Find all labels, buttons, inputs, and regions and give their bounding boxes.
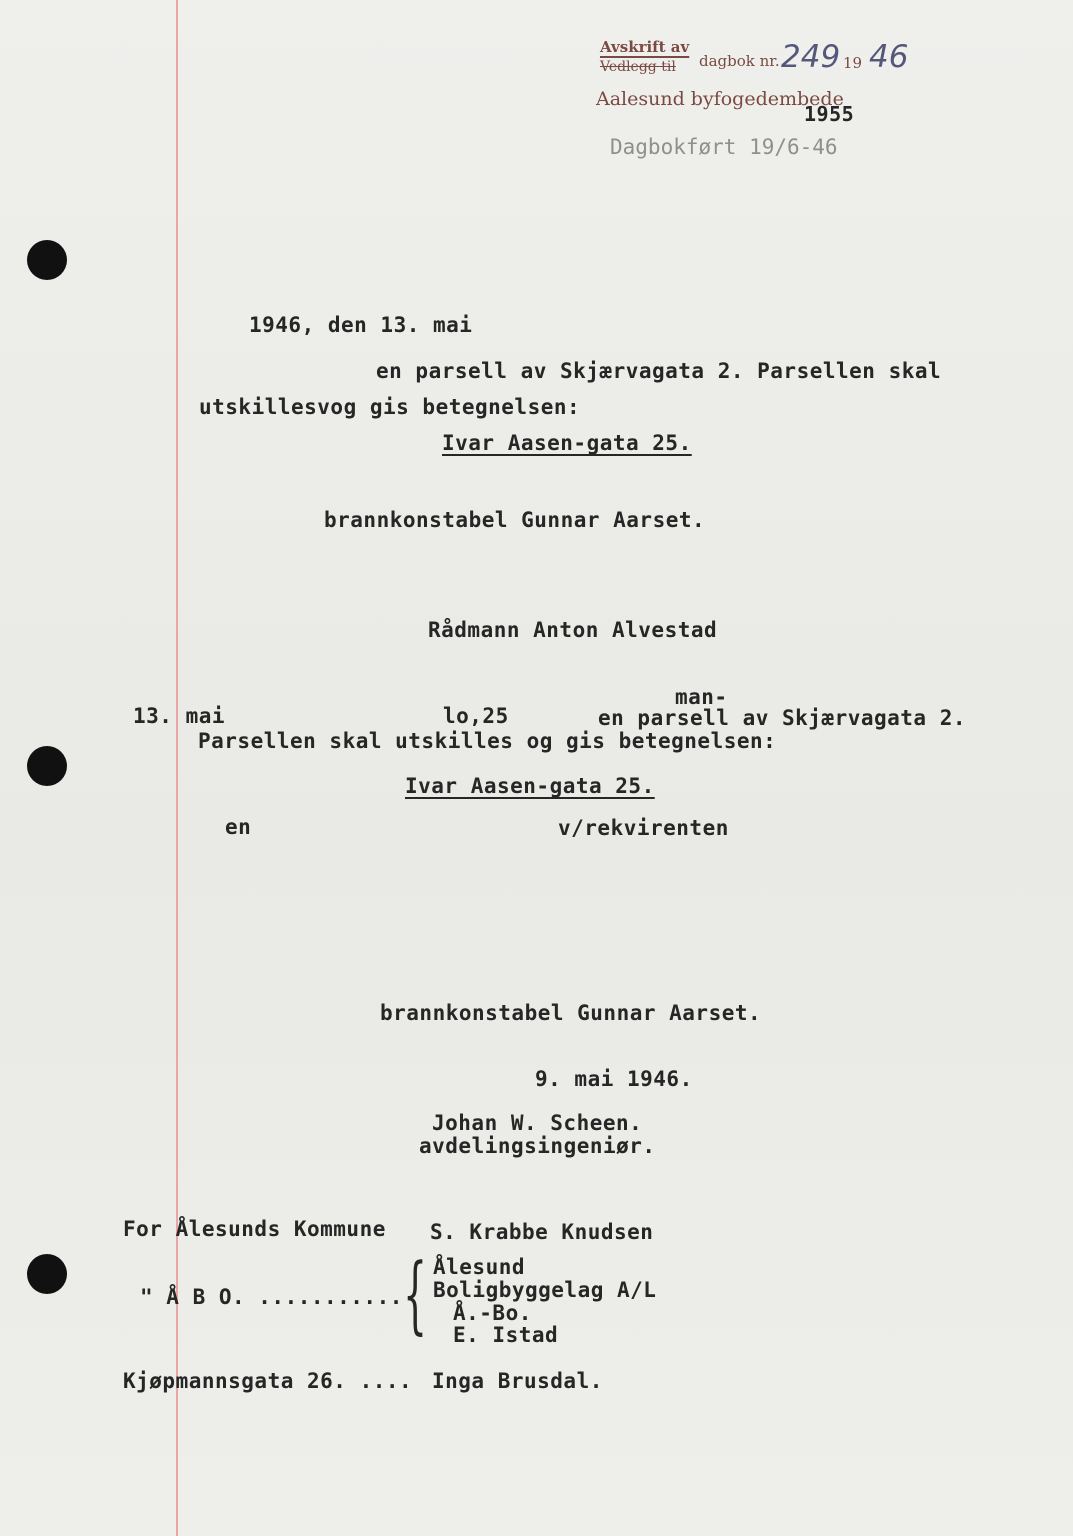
stamp-year: 1955	[804, 102, 855, 126]
sig-row3-right: Inga Brusdal.	[432, 1369, 603, 1393]
body-line-3: utskillesvog gis betegnelsen:	[199, 395, 581, 419]
body-line-8a: 13. mai	[133, 704, 226, 728]
body-line-8b: lo,25	[443, 704, 509, 728]
body-line-11b: v/rekvirenten	[558, 816, 729, 840]
sig-row2-right-1: Ålesund	[433, 1255, 526, 1279]
sig-row2-right-4: E. Istad	[453, 1323, 559, 1347]
body-address-1: Ivar Aasen-gata 25.	[442, 431, 692, 455]
stamp-dagbok-label: dagbok nr.	[699, 52, 780, 70]
body-line-15: avdelingsingeniør.	[419, 1134, 656, 1158]
body-line-7: man-	[675, 685, 728, 709]
punch-hole-middle	[27, 746, 67, 786]
dagbok-year: 46	[869, 39, 909, 75]
brace-glyph: {	[403, 1245, 428, 1343]
punch-hole-bottom	[27, 1254, 67, 1294]
body-line-12: brannkonstabel Gunnar Aarset.	[380, 1001, 762, 1025]
body-line-13: 9. mai 1946.	[535, 1067, 693, 1091]
stamp-vedlegg: Vedlegg til	[600, 59, 676, 75]
body-address-2: Ivar Aasen-gata 25.	[405, 774, 655, 798]
body-line-14: Johan W. Scheen.	[432, 1111, 643, 1135]
sig-row1-right: S. Krabbe Knudsen	[430, 1220, 654, 1244]
body-line-8c: en parsell av Skjærvagata 2.	[598, 706, 967, 730]
body-date: 1946, den 13. mai	[249, 313, 473, 337]
sig-row1-left: For Ålesunds Kommune	[123, 1217, 386, 1241]
stamp-year-prefix: 19	[843, 54, 863, 72]
stamp-avskrift: Avskrift av	[600, 38, 690, 56]
sig-row2-right-2: Boligbyggelag A/L	[433, 1278, 657, 1302]
body-line-5: brannkonstabel Gunnar Aarset.	[324, 508, 706, 532]
sig-row2-right-3: Å.-Bo.	[453, 1301, 532, 1325]
stamp-office: Aalesund byfogedembede	[596, 88, 844, 110]
dagbok-number: 249	[781, 39, 841, 75]
dagbokfort-line: Dagbokført 19/6-46	[610, 135, 838, 159]
sig-row3-left: Kjøpmannsgata 26. ....	[123, 1369, 413, 1393]
body-line-9: Parsellen skal utskilles og gis betegnelsen:	[198, 729, 777, 753]
sig-row2-left: " Å B O. ...........	[140, 1285, 403, 1309]
punch-hole-top	[27, 240, 67, 280]
body-line-11a: en	[225, 815, 252, 839]
body-line-2: en parsell av Skjærvagata 2. Parsellen skal	[376, 359, 942, 383]
body-line-6: Rådmann Anton Alvestad	[428, 618, 718, 642]
